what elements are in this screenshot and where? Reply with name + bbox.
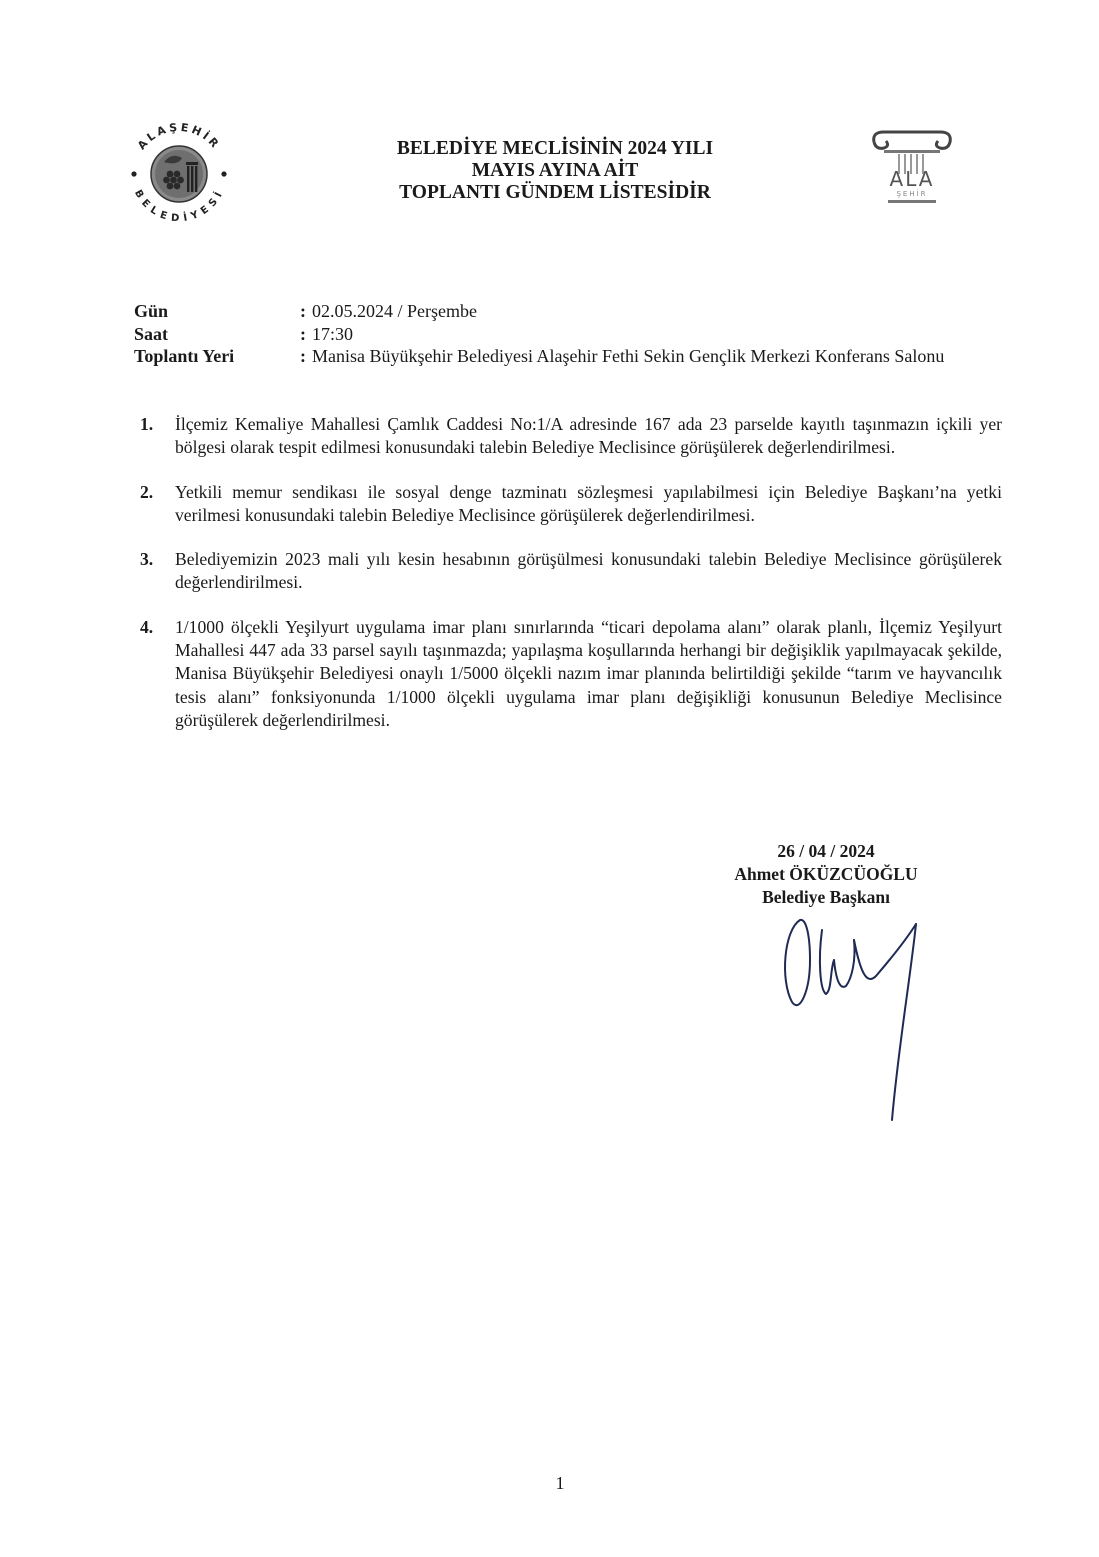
header-line-3: TOPLANTI GÜNDEM LİSTESİDİR (399, 182, 711, 203)
agenda-item-text: 1/1000 ölçekli Yeşilyurt uygulama imar planı sınırlarında “ticari depolama alanı” olarak planlı, İlçemiz Yeşilyurt Mahallesi 447 ada 33 parsel sayılı taşınmazda; yapılaşma koşullarında herhangi bir değişiklik yapılmayacak şekilde, Manisa Büyükşehir Belediyesi onaylı 1/5000 ölçekli nazım imar planında belirtildiği şekilde “tarım ve hayvancılık tesis alanı” fonksiyonunda 1/1000 ölçekli uygulama imar planı değişikliği konusunun Belediye Meclisince görüşülerek değerlendirilmesi. (175, 616, 1002, 730)
signatory-title: Belediye Başkanı (762, 887, 890, 907)
right-logo-subtext: ŞEHİR (896, 190, 928, 198)
meeting-day-value: 02.05.2024 / Perşembe (312, 301, 477, 321)
agenda-item (140, 413, 1002, 460)
document-header (300, 138, 810, 204)
meeting-time-value: 17:30 (312, 323, 354, 344)
agenda-item-text: Yetkili memur sendikası ile sosyal denge tazminatı sözleşmesi yapılabilmesi için Belediye Başkanı’na yetki verilmesi konusundaki talebin Belediye Meclisince görüşülerek değerlendirilmesi. (175, 481, 1002, 525)
agenda-item-number: 3. (140, 549, 154, 570)
agenda-item-text: İlçemiz Kemaliye Mahallesi Çamlık Caddesi No:1/A adresinde 167 ada 23 parselde kayıtlı taşınmazın içkili yer bölgesi olarak tespit edilmesi konusundaki talebin Belediye Meclisince görüşülerek değerlendirilmesi. (175, 414, 1002, 458)
agenda-item-number: 1. (140, 414, 154, 434)
agenda-item (140, 548, 1002, 595)
meeting-place-row (134, 345, 1014, 368)
header-line-1: BELEDİYE MECLİSİNİN 2024 YILI (396, 138, 714, 159)
meeting-time-row (134, 323, 1014, 346)
signature-date: 26 / 04 / 2024 (777, 841, 875, 861)
colon: : (300, 301, 306, 321)
meeting-place-label: Toplantı Yeri (134, 346, 235, 366)
colon: : (300, 346, 306, 366)
alasehir-column-logo (868, 128, 956, 206)
colon: : (300, 323, 306, 344)
header-line-2: MAYIS AYINA AİT (471, 160, 639, 181)
agenda-item (140, 616, 1002, 732)
agenda-item-number: 2. (140, 481, 154, 502)
signatory-name: Ahmet ÖKÜZCÜOĞLU (734, 864, 918, 884)
handwritten-signature (770, 890, 930, 1130)
agenda-item-number: 4. (140, 616, 154, 637)
meeting-day-row (134, 300, 1014, 323)
page-number: 1 (555, 1473, 565, 1493)
agenda-item-text: Belediyemizin 2023 mali yılı kesin hesabının görüşülmesi konusundaki talebin Belediye Meclisince görüşülerek değerlendirilmesi. (175, 549, 1002, 593)
seal-text-bottom: BELEDİYESİ (132, 188, 227, 225)
seal-text-top: ALAŞEHİR (135, 120, 223, 153)
agenda-list (140, 413, 1002, 753)
alasehir-belediyesi-seal-logo (120, 112, 238, 230)
right-logo-text: ALA (889, 167, 935, 191)
agenda-item (140, 481, 1002, 528)
meeting-place-value: Manisa Büyükşehir Belediyesi Alaşehir Fethi Sekin Gençlik Merkezi Konferans Salonu (312, 346, 945, 366)
meeting-day-label: Gün (134, 301, 169, 321)
meeting-info (134, 300, 1014, 368)
meeting-time-label: Saat (134, 323, 169, 344)
